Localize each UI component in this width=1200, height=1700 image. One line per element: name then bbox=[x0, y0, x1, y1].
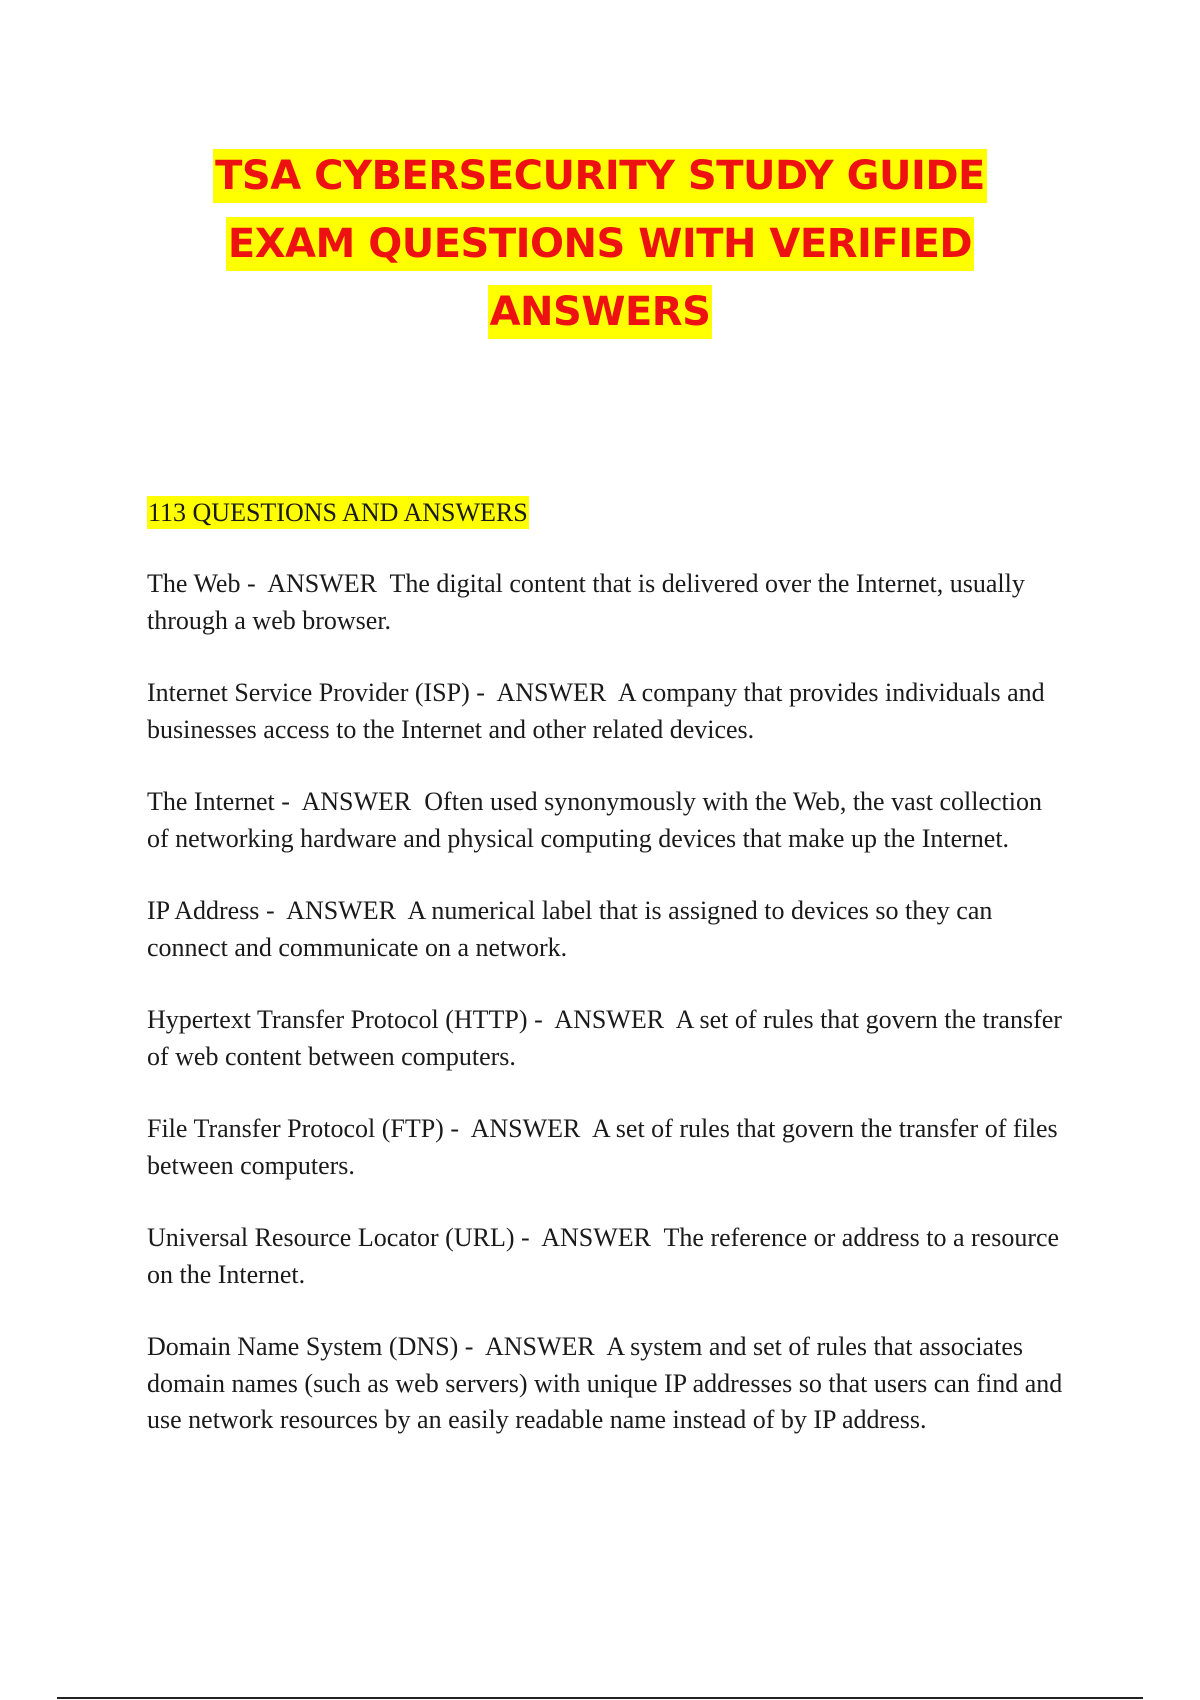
qa-term: IP Address - bbox=[147, 896, 286, 925]
title-line-text: EXAM QUESTIONS WITH VERIFIED bbox=[226, 217, 974, 271]
qa-term: Internet Service Provider (ISP) - bbox=[147, 678, 496, 707]
qa-list bbox=[147, 566, 1067, 1475]
qa-item bbox=[147, 784, 1067, 857]
qa-answer: A company that provides individuals and businesses access to the Internet and other related devices. bbox=[147, 678, 1045, 744]
qa-answer: A numerical label that is assigned to devices so they can connect and communicate on a network. bbox=[147, 896, 993, 962]
qa-answer: A set of rules that govern the transfer of files between computers. bbox=[147, 1114, 1058, 1180]
answer-label: ANSWER bbox=[541, 1223, 651, 1252]
qa-answer: A system and set of rules that associates domain names (such as web servers) with unique IP addresses so that users can find and use network resources by an easily readable name instead of by IP address. bbox=[147, 1332, 1063, 1434]
qa-answer: Often used synonymously with the Web, the vast collection of networking hardware and physical computing devices that make up the Internet. bbox=[147, 787, 1042, 853]
answer-label: ANSWER bbox=[286, 896, 396, 925]
question-count-label bbox=[147, 495, 529, 531]
answer-label: ANSWER bbox=[267, 569, 377, 598]
qa-term: File Transfer Protocol (FTP) - bbox=[147, 1114, 471, 1143]
title-line bbox=[0, 142, 1200, 210]
qa-answer: The reference or address to a resource on the Internet. bbox=[147, 1223, 1060, 1289]
qa-term: Hypertext Transfer Protocol (HTTP) - bbox=[147, 1005, 554, 1034]
qa-term: Universal Resource Locator (URL) - bbox=[147, 1223, 541, 1252]
qa-item bbox=[147, 893, 1067, 966]
qa-item bbox=[147, 1111, 1067, 1184]
answer-label: ANSWER bbox=[484, 1332, 595, 1361]
qa-answer: The digital content that is delivered over the Internet, usually through a web browser. bbox=[147, 569, 1025, 635]
qa-term: The Web - bbox=[147, 569, 267, 598]
qa-item bbox=[147, 566, 1067, 639]
answer-label: ANSWER bbox=[554, 1005, 665, 1034]
answer-label: ANSWER bbox=[301, 787, 412, 816]
title-line-text: ANSWERS bbox=[488, 285, 713, 339]
qa-answer: A set of rules that govern the transfer of web content between computers. bbox=[147, 1005, 1062, 1071]
qa-item bbox=[147, 1329, 1067, 1439]
page-bottom-divider bbox=[57, 1697, 1143, 1699]
qa-term: Domain Name System (DNS) - bbox=[147, 1332, 485, 1361]
title-line bbox=[0, 210, 1200, 278]
answer-label: ANSWER bbox=[496, 678, 607, 707]
title-line-text: TSA CYBERSECURITY STUDY GUIDE bbox=[213, 149, 987, 203]
qa-item bbox=[147, 675, 1067, 748]
qa-term: The Internet - bbox=[147, 787, 302, 816]
answer-label: ANSWER bbox=[470, 1114, 581, 1143]
qa-item bbox=[147, 1002, 1067, 1075]
qa-item bbox=[147, 1220, 1067, 1293]
title-line bbox=[0, 278, 1200, 346]
question-count-text: 113 QUESTIONS AND ANSWERS bbox=[148, 498, 528, 527]
document-title bbox=[0, 142, 1200, 346]
